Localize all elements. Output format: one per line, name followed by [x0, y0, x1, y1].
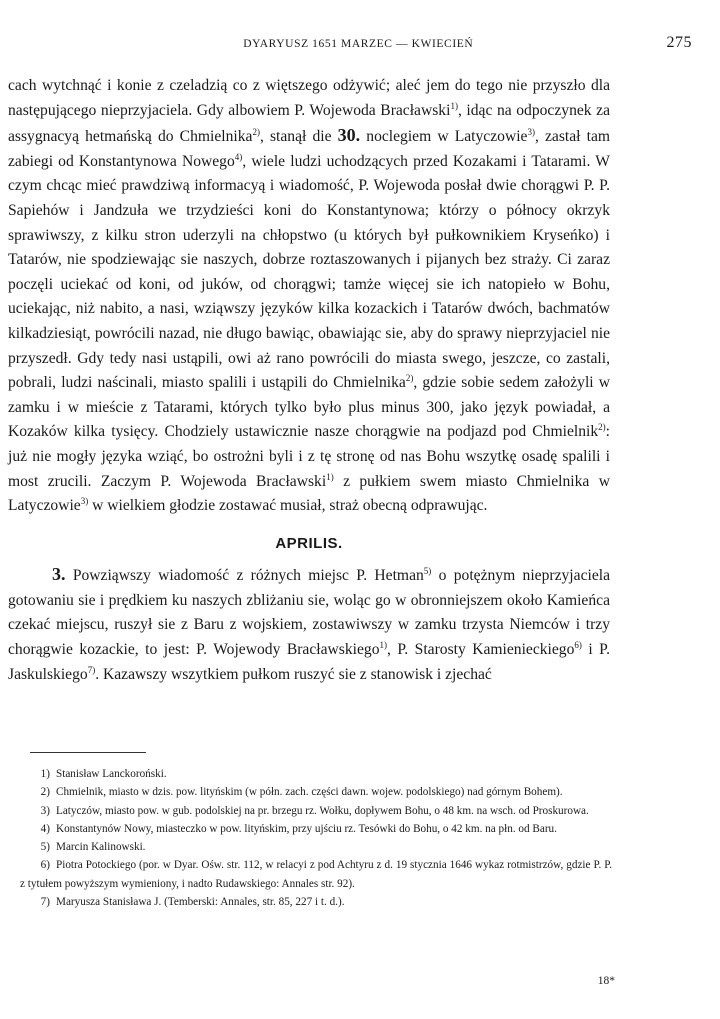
footnote: [20, 856, 612, 893]
footnote-ref: 3): [80, 495, 89, 506]
footnote-text: Chmielnik, miasto w dzis. pow. lityńskim (w półn. zach. części dawn. wojew. podolskiego) nad górnym Bohem).: [56, 786, 563, 799]
footnote-text: Stanisław Lanckoroński.: [56, 768, 167, 780]
footnote: [20, 783, 612, 801]
footnote-text: Latyczów, miasto pow. w gub. podolskiej na pr. brzegu rz. Wołku, dopływem Bohu, o 48 km. na wsch. od Proskurowa.: [56, 804, 589, 817]
printer-signature-mark: 18*: [597, 975, 615, 987]
footnote-ref: 1): [379, 639, 387, 650]
running-title: DYARYUSZ 1651 MARZEC — KWIECIEŃ: [243, 38, 474, 50]
footnote: [20, 838, 612, 856]
footnote-number: 1): [40, 768, 50, 780]
footnote-number: 5): [40, 841, 50, 854]
footnote-text: Maryusza Stanisława J. (Temberski: Annales, str. 85, 227 i t. d.).: [56, 896, 345, 909]
footnote: [20, 802, 612, 820]
footnote-ref: 2): [598, 422, 606, 433]
footnote: [20, 820, 612, 838]
footnote-text: Konstantynów Nowy, miasteczko w pow. lityńskim, przy ujściu rz. Tesówki do Bohu, o 42 km. na płn. od Baru.: [56, 822, 557, 835]
text-run: Powziąwszy wiadomość z różnych miejsc P. Hetman: [65, 567, 424, 585]
text-run: , zastał tam zabiegi od Konstantynowa Nowego: [8, 128, 610, 170]
text-run: i P. Jaskulskiego: [8, 641, 610, 683]
page-header: [20, 34, 692, 56]
footnotes: [20, 765, 612, 911]
date-number: 30.: [337, 125, 361, 146]
section-heading: APRILIS.: [275, 534, 343, 552]
footnote-number: 7): [40, 896, 50, 909]
footnote-ref: 7): [87, 664, 96, 675]
text-run: , gdzie sobie sedem założyli w zamku i w mieście z Tatarami, których tylko było plus minus 300, jako język powiadał, a Kozaków kilka tysięcy. Chodziely ustawicznie nasze chorągwie na podjazd pod Chmielnik: [8, 374, 610, 441]
footnote-number: 3): [40, 804, 50, 817]
text-run: , idąc na odpoczynek za assygnacyą hetmańską do Chmielnika: [8, 101, 610, 146]
text-run: , P. Starosty Kamienieckiego: [387, 641, 575, 659]
body-text: [8, 74, 610, 687]
footnote: [20, 765, 612, 783]
text-run: z pułkiem swem miasto Chmielnika w Latyczowie: [8, 472, 610, 515]
footnote-number: 6): [40, 859, 50, 872]
text-run: noclegiem w Latyczowie: [360, 128, 528, 146]
footnote-number: 2): [40, 786, 50, 799]
paragraph-2: [8, 562, 610, 687]
footnote-divider: [30, 752, 146, 753]
footnote-ref: 5): [423, 566, 432, 577]
footnote-ref: 6): [574, 639, 582, 650]
paragraph-1: [8, 74, 610, 519]
text-run: o potężnym nieprzyjaciela gotowaniu sie i prędkiem ku naszych zbliżaniu sie, woląc go w obronniejszem około Kamieńca czekać miejscu, ruszył sie z Baru z wojskiem, zostawiwszy w zamku trzysta Niemców i trzy chorągwie kozackie, to jest: P. Wojewody Bracławskiego: [8, 567, 610, 659]
footnote-ref: 2): [252, 127, 260, 137]
text-run: , stanął die: [259, 128, 338, 146]
text-run: : już nie mogły języka wziąć, bo ostrożni byli i z tę stronę od nas Bohu wszytkę osadę spalili i most zrucili. Zaczym P. Wojewoda Bracławski: [8, 423, 610, 490]
footnote-ref: 1): [326, 471, 334, 482]
footnote: [20, 893, 612, 911]
date-number: 3.: [52, 564, 66, 585]
footnote-ref: 1): [450, 100, 458, 111]
footnote-text: Piotra Potockiego (por. w Dyar. Ośw. str. 112, w relacyi z pod Achtyru z d. 19 stycznia 1646 wykaz rotmistrzów, gdzie P. P. z tytułem powyższym wymieniony, i nadto Rudawskiego: Annales str. 92).: [20, 859, 612, 890]
page-number: 275: [666, 34, 692, 51]
text-run: . Kazawszy wszytkiem pułkom ruszyć sie z stanowisk i zjechać: [95, 665, 492, 683]
footnote-text: Marcin Kalinowski.: [56, 841, 146, 854]
footnote-ref: 3): [527, 127, 535, 137]
footnote-ref: 4): [234, 151, 243, 162]
text-run: cach wytchnąć i konie z czeladzią co z więtszego odżywić; aleć jem do tego nie przyszło dla następującego nieprzyjaciela. Gdy albowiem P. Wojewoda Bracławski: [8, 77, 610, 119]
footnote-number: 4): [40, 822, 50, 835]
footnote-ref: 2): [405, 372, 414, 383]
text-run: w wielkiem głodzie zostawać musiał, straż obecną odprawując.: [88, 497, 488, 515]
text-run: , wiele ludzi uchodzących przed Kozakami i Tatarami. W czym chcąc mieć prawdziwą informacyą i wiadomość, P. Wojewoda posłał dwie chorągwi P. P. Sapiehów i Jandzuła we trzydzieści koni do Konstantynowa; którzy o północy okrzyk sprawiwszy, z kilku stron uderzyli na chłopstwo (u których był pułkownikiem Kryseńko) i Tatarów, nie spodziewając sie naszych, dobrze roztaszowanych i pijanych bez straży. Ci zaraz poczęli uciekać od koni, od juków, od chorągwi; tamże więcej sie ich natopiełо w Bohu, uciekając, niż nabito, a nasi, wziąwszy języków kilka kozackich i Tatarów dwóch, bachmatów kilkadziesiąt, powrócili nazad, nie długo bawiąc, obawiając sie, aby do sprawy nieprzyjaciel nie przyszedł. Gdy tedy nasi ustąpili, owi aż rano powrócili do miasta swego, jeszcze, co zastali, pobrali, ludzi naścinali, miasto spalili i ustąpili do Chmielnika: [8, 152, 610, 392]
